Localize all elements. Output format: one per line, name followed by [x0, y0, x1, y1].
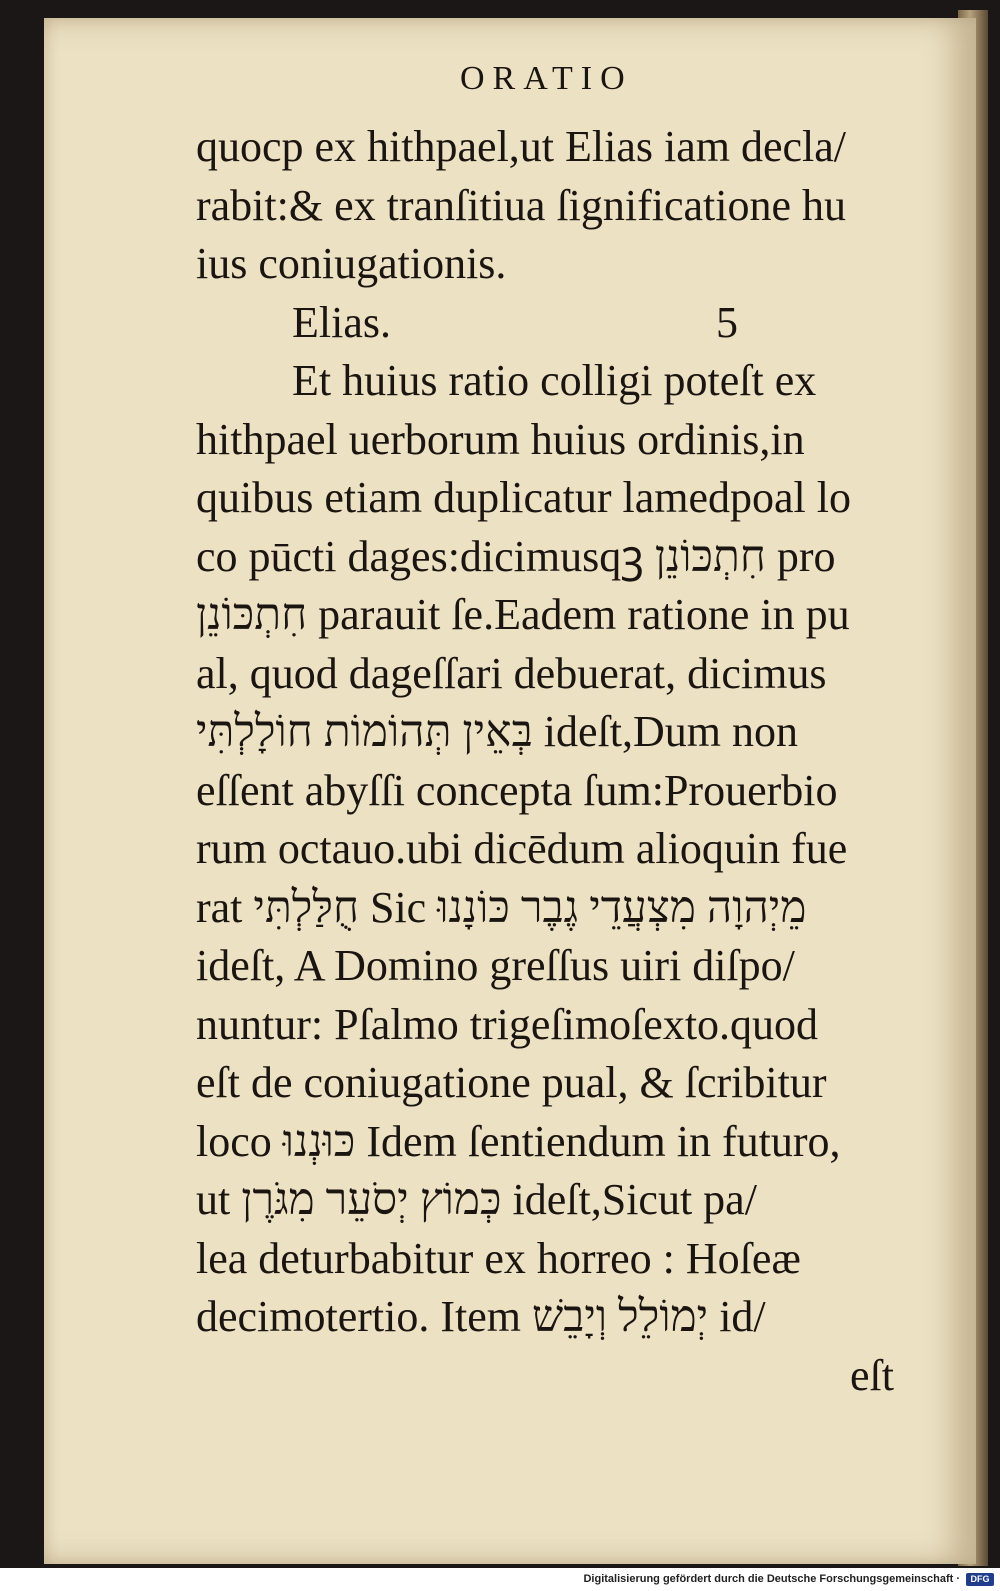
- dfg-logo: DFG: [966, 1573, 994, 1586]
- text-line: co pūcti dages:dicimusqꝫ חִתְכּוֹנֵן pro: [196, 531, 836, 581]
- text-line: quibus etiam duplicatur lamedpoal lo: [196, 473, 851, 522]
- text-line: ideſt, A Domino greſſus uiri diſpo/: [196, 941, 795, 990]
- text-line: ius coniugationis.: [196, 239, 507, 288]
- section-heading: [196, 294, 916, 353]
- text-line: nuntur: Pſalmo trigeſimoſexto.quod: [196, 999, 819, 1049]
- text-line: rabit:& ex tranſitiua ſignificatione hu: [196, 180, 847, 230]
- text-line: loco כּוּנְנוּ Idem ſentiendum in futuro,: [196, 1116, 841, 1166]
- text-line: Et huius ratio colligi poteſt ex: [292, 356, 817, 405]
- catchword: eſt: [850, 1350, 894, 1400]
- text-line: al, quod dageſſari debuerat, dicimus: [196, 648, 827, 698]
- digitization-footer: [0, 1568, 1000, 1591]
- text-line: חִתְכּוֹנֵן parauit ſe.Eadem ratione in pu: [196, 590, 850, 639]
- body-text: [196, 118, 916, 1405]
- text-line: lea deturbabitur ex horreo : Hoſeæ: [196, 1233, 801, 1283]
- section-number: 5: [716, 297, 738, 347]
- speaker-label: Elias.: [292, 297, 391, 347]
- text-line: rum octauo.ubi dicēdum alioquin fue: [196, 824, 848, 873]
- running-head: ORATIO: [460, 60, 633, 97]
- text-line: בְּאֵין תְּהוֹמוֹת חוֹלָלְתִּי ideſt,Dum non: [196, 707, 798, 756]
- text-line: quocp ex hithpael,ut Elias iam decla/: [196, 122, 847, 171]
- text-line: decimotertio. Item יְמוֹלֵל וְיָבֵשׁ id/: [196, 1292, 766, 1341]
- text-line: ut כְּמוֹץ יְסֹעֵר מִגֹּרֶן ideſt,Sicut pa/: [196, 1175, 757, 1224]
- text-line: eſt de coniugatione pual, & ſcribitur: [196, 1058, 827, 1107]
- text-line: hithpael uerborum huius ordinis,in: [196, 414, 805, 464]
- text-line: rat חֻלַּלְתִּי Sic מֵיְהוָה מִצְעֲדֵי גֶבֶר כּוֹנָנוּ: [196, 882, 807, 932]
- footer-credit: Digitalisierung gefördert durch die Deutsche Forschungsgemeinschaft ·: [583, 1573, 960, 1585]
- text-line: eſſent abyſſi concepta ſum:Prouerbio: [196, 765, 838, 815]
